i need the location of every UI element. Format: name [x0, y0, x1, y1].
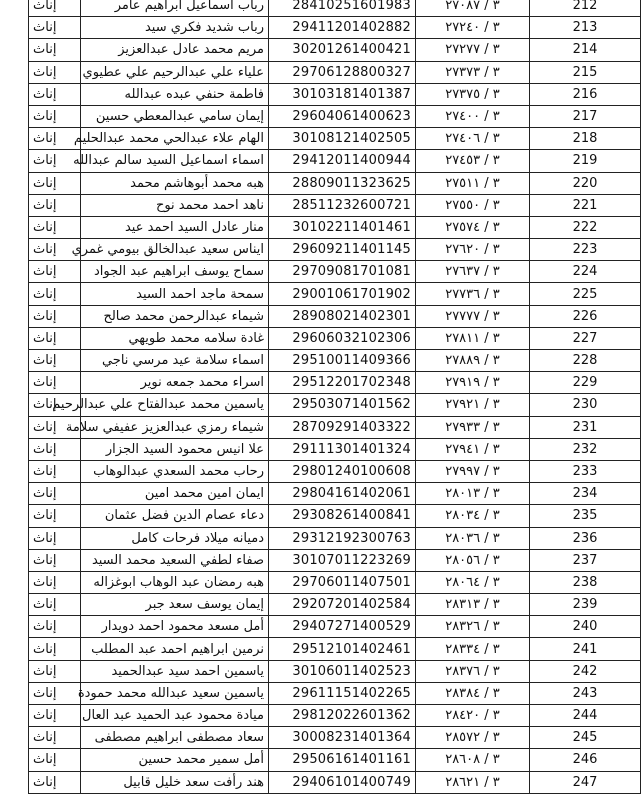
table-row	[29, 682, 641, 704]
gender-cell: إناث	[29, 327, 81, 349]
gender-cell: إناث	[29, 571, 81, 593]
table-row	[29, 39, 641, 61]
table-row	[29, 194, 641, 216]
reference-number-cell: ٣ / ٢٨٤٢٠	[416, 705, 530, 727]
name-cell: اسراء محمد جمعه نوير	[81, 372, 269, 394]
name-cell: ياسمين احمد سيد عبدالحميد	[81, 660, 269, 682]
name-cell: إيمان سامي عبدالمعطي حسين	[81, 105, 269, 127]
serial-number-cell: 213	[530, 17, 641, 39]
gender-cell: إناث	[29, 283, 81, 305]
gender-cell: إناث	[29, 638, 81, 660]
table-row	[29, 638, 641, 660]
table-row	[29, 727, 641, 749]
name-cell: رباب شديد فكري سيد	[81, 17, 269, 39]
table-row	[29, 305, 641, 327]
serial-number-cell: 234	[530, 483, 641, 505]
reference-number-cell: ٣ / ٢٧٦٣٧	[416, 261, 530, 283]
reference-number-cell: ٣ / ٢٧٩١٩	[416, 372, 530, 394]
reference-number-cell: ٣ / ٢٨٠٦٤	[416, 571, 530, 593]
national-id-cell: 29411201402882	[269, 17, 416, 39]
name-cell: سعاد مصطفى ابراهيم مصطفى	[81, 727, 269, 749]
reference-number-cell: ٣ / ٢٧٤٠٦	[416, 128, 530, 150]
table-row	[29, 660, 641, 682]
national-id-cell: 29512101402461	[269, 638, 416, 660]
serial-number-cell: 240	[530, 616, 641, 638]
table-row	[29, 239, 641, 261]
reference-number-cell: ٣ / ٢٨٣٨٤	[416, 682, 530, 704]
table-row	[29, 705, 641, 727]
serial-number-cell: 216	[530, 83, 641, 105]
national-id-cell: 29312192300763	[269, 527, 416, 549]
reference-number-cell: ٣ / ٢٧٠٨٧	[416, 0, 530, 17]
gender-cell: إناث	[29, 150, 81, 172]
serial-number-cell: 244	[530, 705, 641, 727]
name-cell: رباب اسماعيل ابراهيم عامر	[81, 0, 269, 17]
serial-number-cell: 214	[530, 39, 641, 61]
reference-number-cell: ٣ / ٢٧٢٧٧	[416, 39, 530, 61]
gender-cell: إناث	[29, 39, 81, 61]
serial-number-cell: 230	[530, 394, 641, 416]
name-cell: اسماء اسماعيل السيد سالم عبدالله	[81, 150, 269, 172]
national-id-cell: 29709081701081	[269, 261, 416, 283]
gender-cell: إناث	[29, 239, 81, 261]
gender-cell: إناث	[29, 394, 81, 416]
national-id-cell: 29207201402584	[269, 594, 416, 616]
reference-number-cell: ٣ / ٢٨٣١٣	[416, 594, 530, 616]
reference-number-cell: ٣ / ٢٨٠٣٤	[416, 505, 530, 527]
reference-number-cell: ٣ / ٢٧٥٥٠	[416, 194, 530, 216]
reference-number-cell: ٣ / ٢٧٢٤٠	[416, 17, 530, 39]
serial-number-cell: 223	[530, 239, 641, 261]
national-id-cell: 29609211401145	[269, 239, 416, 261]
national-id-cell: 29706011407501	[269, 571, 416, 593]
reference-number-cell: ٣ / ٢٧٩٩٧	[416, 460, 530, 482]
name-cell: صفاء لطفي السعيد محمد السيد	[81, 549, 269, 571]
serial-number-cell: 236	[530, 527, 641, 549]
name-cell: مريم محمد عادل عبدالعزيز	[81, 39, 269, 61]
table-row	[29, 505, 641, 527]
name-cell: دميانه ميلاد فرحات كامل	[81, 527, 269, 549]
name-cell: سماح يوسف ابراهيم عبد الجواد	[81, 261, 269, 283]
gender-cell: إناث	[29, 705, 81, 727]
gender-cell: إناث	[29, 660, 81, 682]
name-cell: ياسمين سعيد عبدالله محمد حمودة	[81, 682, 269, 704]
gender-cell: إناث	[29, 438, 81, 460]
table-row	[29, 83, 641, 105]
national-id-cell: 28709291403322	[269, 416, 416, 438]
table-row	[29, 172, 641, 194]
serial-number-cell: 226	[530, 305, 641, 327]
reference-number-cell: ٣ / ٢٧٤٥٣	[416, 150, 530, 172]
national-id-cell: 29510011409366	[269, 350, 416, 372]
serial-number-cell: 239	[530, 594, 641, 616]
gender-cell: إناث	[29, 216, 81, 238]
serial-number-cell: 221	[530, 194, 641, 216]
serial-number-cell: 232	[530, 438, 641, 460]
serial-number-cell: 233	[530, 460, 641, 482]
reference-number-cell: ٣ / ٢٧٩٢١	[416, 394, 530, 416]
national-id-cell: 29706128800327	[269, 61, 416, 83]
national-id-cell: 29406101400749	[269, 771, 416, 793]
name-cell: إيمان يوسف سعد جبر	[81, 594, 269, 616]
serial-number-cell: 242	[530, 660, 641, 682]
gender-cell: إناث	[29, 594, 81, 616]
name-cell: شيماء رمزي عبدالعزيز عفيفي سلامة	[81, 416, 269, 438]
table-row	[29, 283, 641, 305]
table-row	[29, 150, 641, 172]
name-cell: ايمان امين محمد امين	[81, 483, 269, 505]
gender-cell: إناث	[29, 83, 81, 105]
national-id-cell: 29001061701902	[269, 283, 416, 305]
name-cell: نرمين ابراهيم احمد عبد المطلب	[81, 638, 269, 660]
gender-cell: إناث	[29, 727, 81, 749]
reference-number-cell: ٣ / ٢٧٨٨٩	[416, 350, 530, 372]
reference-number-cell: ٣ / ٢٨٠٣٦	[416, 527, 530, 549]
table-row	[29, 216, 641, 238]
name-cell: أمل مسعد محمود احمد دويدار	[81, 616, 269, 638]
serial-number-cell: 212	[530, 0, 641, 17]
gender-cell: إناث	[29, 17, 81, 39]
name-cell: منار عادل السيد احمد عيد	[81, 216, 269, 238]
national-id-cell: 29111301401324	[269, 438, 416, 460]
gender-cell: إناث	[29, 194, 81, 216]
table-row	[29, 616, 641, 638]
serial-number-cell: 222	[530, 216, 641, 238]
serial-number-cell: 227	[530, 327, 641, 349]
reference-number-cell: ٣ / ٢٧٩٣٣	[416, 416, 530, 438]
reference-number-cell: ٣ / ٢٨٦٢١	[416, 771, 530, 793]
national-id-cell: 29606032102306	[269, 327, 416, 349]
national-id-cell: 29512201702348	[269, 372, 416, 394]
name-cell: ميادة محمود عبد الحميد عبد العال	[81, 705, 269, 727]
table-row	[29, 549, 641, 571]
table-row	[29, 17, 641, 39]
gender-cell: إناث	[29, 172, 81, 194]
reference-number-cell: ٣ / ٢٧٩٤١	[416, 438, 530, 460]
serial-number-cell: 231	[530, 416, 641, 438]
reference-number-cell: ٣ / ٢٧٧٧٧	[416, 305, 530, 327]
gender-cell: إناث	[29, 616, 81, 638]
table-row	[29, 372, 641, 394]
serial-number-cell: 220	[530, 172, 641, 194]
national-id-cell: 28511232600721	[269, 194, 416, 216]
table-row	[29, 749, 641, 771]
serial-number-cell: 224	[530, 261, 641, 283]
reference-number-cell: ٣ / ٢٧٥٧٤	[416, 216, 530, 238]
national-id-cell: 30008231401364	[269, 727, 416, 749]
gender-cell: إناث	[29, 0, 81, 17]
national-id-cell: 29503071401562	[269, 394, 416, 416]
national-id-cell: 28809011323625	[269, 172, 416, 194]
table-row	[29, 61, 641, 83]
table-row	[29, 105, 641, 127]
name-cell: الهام علاء عبدالحي محمد عبدالحليم	[81, 128, 269, 150]
serial-number-cell: 225	[530, 283, 641, 305]
serial-number-cell: 237	[530, 549, 641, 571]
gender-cell: إناث	[29, 105, 81, 127]
name-cell: هبه محمد أبوهاشم محمد	[81, 172, 269, 194]
name-cell: دعاء عصام الدين فضل عثمان	[81, 505, 269, 527]
reference-number-cell: ٣ / ٢٧٣٧٣	[416, 61, 530, 83]
name-cell: فاطمة حنفي عبده عبدالله	[81, 83, 269, 105]
national-id-cell: 28908021402301	[269, 305, 416, 327]
serial-number-cell: 243	[530, 682, 641, 704]
table-row	[29, 128, 641, 150]
table-row	[29, 771, 641, 793]
reference-number-cell: ٣ / ٢٨٦٠٨	[416, 749, 530, 771]
table-row	[29, 261, 641, 283]
name-cell: هند رأفت سعد خليل قابيل	[81, 771, 269, 793]
name-cell: رحاب محمد السعدي عبدالوهاب	[81, 460, 269, 482]
serial-number-cell: 219	[530, 150, 641, 172]
reference-number-cell: ٣ / ٢٧٤٠٠	[416, 105, 530, 127]
table-row	[29, 460, 641, 482]
serial-number-cell: 217	[530, 105, 641, 127]
gender-cell: إناث	[29, 416, 81, 438]
table-row	[29, 594, 641, 616]
table-row	[29, 571, 641, 593]
name-cell: ناهد احمد محمد نوح	[81, 194, 269, 216]
reference-number-cell: ٣ / ٢٨٣٧٦	[416, 660, 530, 682]
reference-number-cell: ٣ / ٢٨٣٣٤	[416, 638, 530, 660]
national-id-cell: 29407271400529	[269, 616, 416, 638]
table-row	[29, 327, 641, 349]
reference-number-cell: ٣ / ٢٧٨١١	[416, 327, 530, 349]
gender-cell: إناث	[29, 305, 81, 327]
reference-number-cell: ٣ / ٢٧٥١١	[416, 172, 530, 194]
name-cell: علياء علي عبدالرحيم علي عطيوي	[81, 61, 269, 83]
serial-number-cell: 218	[530, 128, 641, 150]
serial-number-cell: 235	[530, 505, 641, 527]
serial-number-cell: 247	[530, 771, 641, 793]
name-cell: ياسمين محمد عبدالفتاح علي عبدالرحيم	[81, 394, 269, 416]
table-row	[29, 438, 641, 460]
table-row	[29, 0, 641, 17]
national-id-cell: 29804161402061	[269, 483, 416, 505]
national-id-cell: 29812022601362	[269, 705, 416, 727]
name-cell: شيماء عبدالرحمن محمد صالح	[81, 305, 269, 327]
serial-number-cell: 215	[530, 61, 641, 83]
national-id-cell: 30103181401387	[269, 83, 416, 105]
national-id-cell: 28410251601983	[269, 0, 416, 17]
table-row	[29, 350, 641, 372]
table-row	[29, 416, 641, 438]
gender-cell: إناث	[29, 549, 81, 571]
gender-cell: إناث	[29, 749, 81, 771]
gender-cell: إناث	[29, 771, 81, 793]
reference-number-cell: ٣ / ٢٧٦٢٠	[416, 239, 530, 261]
name-cell: غادة سلامه محمد طويهي	[81, 327, 269, 349]
gender-cell: إناث	[29, 261, 81, 283]
national-id-cell: 30102211401461	[269, 216, 416, 238]
reference-number-cell: ٣ / ٢٨٠٥٦	[416, 549, 530, 571]
gender-cell: إناث	[29, 350, 81, 372]
national-id-cell: 29801240100608	[269, 460, 416, 482]
national-id-cell: 29611151402265	[269, 682, 416, 704]
gender-cell: إناث	[29, 128, 81, 150]
gender-cell: إناث	[29, 682, 81, 704]
national-id-cell: 30107011223269	[269, 549, 416, 571]
national-id-cell: 29506161401161	[269, 749, 416, 771]
national-id-cell: 29604061400623	[269, 105, 416, 127]
name-cell: ايناس سعيد عبدالخالق بيومي غمري	[81, 239, 269, 261]
national-id-cell: 30201261400421	[269, 39, 416, 61]
gender-cell: إناث	[29, 372, 81, 394]
serial-number-cell: 229	[530, 372, 641, 394]
reference-number-cell: ٣ / ٢٨٣٢٦	[416, 616, 530, 638]
reference-number-cell: ٣ / ٢٨٥٧٢	[416, 727, 530, 749]
gender-cell: إناث	[29, 505, 81, 527]
national-id-cell: 29412011400944	[269, 150, 416, 172]
table-row	[29, 527, 641, 549]
name-cell: سمحة ماجد احمد السيد	[81, 283, 269, 305]
serial-number-cell: 238	[530, 571, 641, 593]
serial-number-cell: 241	[530, 638, 641, 660]
name-cell: هبه رمضان عبد الوهاب ابوغزاله	[81, 571, 269, 593]
gender-cell: إناث	[29, 527, 81, 549]
name-cell: علا انيس محمود السيد الجزار	[81, 438, 269, 460]
national-id-cell: 29308261400841	[269, 505, 416, 527]
national-id-cell: 30106011402523	[269, 660, 416, 682]
serial-number-cell: 246	[530, 749, 641, 771]
gender-cell: إناث	[29, 61, 81, 83]
table-row	[29, 483, 641, 505]
reference-number-cell: ٣ / ٢٧٧٣٦	[416, 283, 530, 305]
serial-number-cell: 245	[530, 727, 641, 749]
gender-cell: إناث	[29, 483, 81, 505]
name-cell: اسماء سلامة عيد مرسي ناجي	[81, 350, 269, 372]
national-id-cell: 30108121402505	[269, 128, 416, 150]
results-table	[28, 0, 641, 794]
results-table-body	[29, 0, 641, 793]
name-cell: أمل سمير محمد حسين	[81, 749, 269, 771]
reference-number-cell: ٣ / ٢٧٣٧٥	[416, 83, 530, 105]
gender-cell: إناث	[29, 460, 81, 482]
serial-number-cell: 228	[530, 350, 641, 372]
table-row	[29, 394, 641, 416]
reference-number-cell: ٣ / ٢٨٠١٣	[416, 483, 530, 505]
